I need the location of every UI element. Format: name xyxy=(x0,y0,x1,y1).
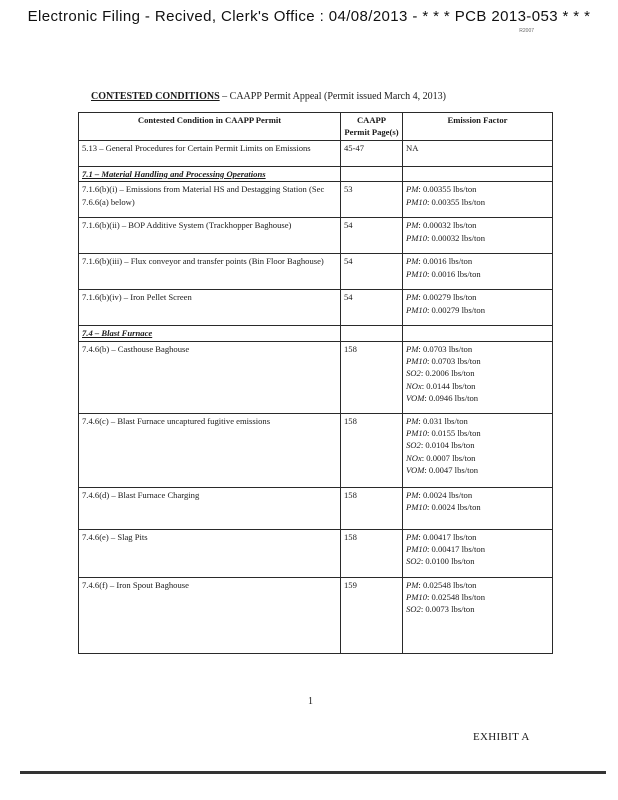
factor-line xyxy=(406,291,549,303)
pages-cell: 45-47 xyxy=(341,140,403,166)
factor-line xyxy=(406,343,549,355)
pollutant: PM10 xyxy=(406,356,428,367)
condition-cell: 7.4.6(d) – Blast Furnace Charging xyxy=(79,487,341,529)
pollutant: SO2 xyxy=(406,556,421,567)
factor-line xyxy=(406,268,549,280)
factor-line xyxy=(406,196,549,208)
factor-line xyxy=(406,501,549,513)
factor-value: : 0.0100 lbs/ton xyxy=(420,556,475,567)
pages-cell: 158 xyxy=(341,529,403,577)
factor-value: : 0.0703 lbs/ton xyxy=(427,356,481,367)
factor-line xyxy=(406,543,549,555)
page-number: 1 xyxy=(308,696,313,707)
factor-line xyxy=(406,142,549,154)
factor-value: : 0.0155 lbs/ton xyxy=(427,428,481,439)
factor-line xyxy=(406,415,549,427)
header-emission-factor: Emission Factor xyxy=(403,113,553,141)
pollutant: SO2 xyxy=(406,604,421,615)
title-rest: – CAAPP Permit Appeal (Permit issued March 4, 2013) xyxy=(219,91,446,102)
empty-cell xyxy=(403,166,553,181)
condition-cell: 7.4.6(f) – Iron Spout Baghouse xyxy=(79,577,341,653)
pollutant: NOx xyxy=(406,452,422,463)
table-row xyxy=(79,218,553,254)
condition-cell: 7.4.6(b) – Casthouse Baghouse xyxy=(79,341,341,413)
condition-cell: 7.1.6(b)(iv) – Iron Pellet Screen xyxy=(79,290,341,326)
factor-value: : 0.0073 lbs/ton xyxy=(420,604,475,615)
pollutant: PM10 xyxy=(406,268,428,279)
pollutant: SO2 xyxy=(406,368,421,379)
emission-factor-cell xyxy=(403,487,553,529)
emission-factor-cell xyxy=(403,529,553,577)
emission-factor-cell xyxy=(403,577,553,653)
factor-line xyxy=(406,183,549,195)
factor-value: : 0.0104 lbs/ton xyxy=(420,440,475,451)
pages-cell: 54 xyxy=(341,290,403,326)
factor-line xyxy=(406,367,549,379)
table-row xyxy=(79,254,553,290)
factor-value: : 0.00279 lbs/ton xyxy=(418,292,477,303)
section-row xyxy=(79,326,553,341)
factor-line xyxy=(406,219,549,231)
condition-cell: 7.1.6(b)(iii) – Flux conveyor and transfer points (Bin Floor Baghouse) xyxy=(79,254,341,290)
pollutant: PM xyxy=(406,489,419,500)
factor-value: : 0.00355 lbs/ton xyxy=(427,196,486,207)
pages-cell: 159 xyxy=(341,577,403,653)
pollutant: PM xyxy=(406,184,419,195)
factor-value: : 0.00279 lbs/ton xyxy=(427,304,486,315)
pollutant: PM10 xyxy=(406,232,428,243)
factor-line xyxy=(406,232,549,244)
factor-value: : 0.0024 lbs/ton xyxy=(418,489,473,500)
pollutant: VOM xyxy=(406,393,425,404)
factor-line xyxy=(406,452,549,464)
exhibit-label: EXHIBIT A xyxy=(473,731,530,743)
table-body xyxy=(79,140,553,653)
pollutant: PM xyxy=(406,415,419,426)
factor-value: : 0.0047 lbs/ton xyxy=(424,465,479,476)
pages-cell: 158 xyxy=(341,413,403,487)
pollutant: PM xyxy=(406,220,419,231)
table-row xyxy=(79,577,553,653)
pages-cell: 54 xyxy=(341,254,403,290)
table-row xyxy=(79,529,553,577)
pollutant: PM10 xyxy=(406,196,428,207)
pages-cell: 54 xyxy=(341,218,403,254)
pollutant: PM xyxy=(406,579,419,590)
factor-line xyxy=(406,555,549,567)
pages-cell: 158 xyxy=(341,487,403,529)
table-row xyxy=(79,290,553,326)
emission-factor-cell xyxy=(403,341,553,413)
factor-value: : 0.00417 lbs/ton xyxy=(427,544,486,555)
table-row xyxy=(79,341,553,413)
pollutant: SO2 xyxy=(406,440,421,451)
filing-header: Electronic Filing - Recived, Clerk's Office : 04/08/2013 - * * * PCB 2013-053 * * * xyxy=(27,8,591,25)
factor-value: : 0.0144 lbs/ton xyxy=(421,380,476,391)
header-condition: Contested Condition in CAAPP Permit xyxy=(79,113,341,141)
pollutant: PM xyxy=(406,343,419,354)
factor-line xyxy=(406,531,549,543)
emission-factor-cell xyxy=(403,413,553,487)
table-row xyxy=(79,140,553,166)
emission-factor-cell xyxy=(403,290,553,326)
emission-factor-cell xyxy=(403,218,553,254)
pollutant: PM10 xyxy=(406,502,428,513)
pollutant: VOM xyxy=(406,465,425,476)
pollutant: NOx xyxy=(406,380,422,391)
pollutant: PM10 xyxy=(406,304,428,315)
factor-line xyxy=(406,464,549,476)
factor-value: : 0.2006 lbs/ton xyxy=(420,368,475,379)
condition-cell: 7.1.6(b)(ii) – BOP Additive System (Trackhopper Baghouse) xyxy=(79,218,341,254)
factor-value: : 0.031 lbs/ton xyxy=(418,415,468,426)
document-title xyxy=(91,91,446,102)
condition-cell: 7.1.6(b)(i) – Emissions from Material HS and Destagging Station (Sec 7.6.6(a) below) xyxy=(79,182,341,218)
emission-factor-cell xyxy=(403,254,553,290)
condition-cell: 5.13 – General Procedures for Certain Permit Limits on Emissions xyxy=(79,140,341,166)
factor-value: : 0.02548 lbs/ton xyxy=(418,579,477,590)
empty-cell xyxy=(341,326,403,341)
factor-value: : 0.00355 lbs/ton xyxy=(418,184,477,195)
header-pages: CAAPP Permit Page(s) xyxy=(341,113,403,141)
factor-value: NA xyxy=(406,142,419,153)
factor-line xyxy=(406,427,549,439)
condition-cell: 7.4.6(e) – Slag Pits xyxy=(79,529,341,577)
factor-value: : 0.0703 lbs/ton xyxy=(418,343,473,354)
factor-line xyxy=(406,255,549,267)
factor-line xyxy=(406,380,549,392)
pollutant: PM10 xyxy=(406,428,428,439)
pollutant: PM10 xyxy=(406,544,428,555)
factor-value: : 0.0007 lbs/ton xyxy=(421,452,476,463)
factor-line xyxy=(406,392,549,404)
factor-line xyxy=(406,439,549,451)
factor-value: : 0.00032 lbs/ton xyxy=(418,220,477,231)
factor-value: : 0.00417 lbs/ton xyxy=(418,531,477,542)
factor-line xyxy=(406,489,549,501)
factor-value: : 0.00032 lbs/ton xyxy=(427,232,486,243)
table-row xyxy=(79,487,553,529)
table-row xyxy=(79,413,553,487)
bottom-rule xyxy=(20,771,606,774)
factor-value: : 0.0016 lbs/ton xyxy=(418,256,473,267)
empty-cell xyxy=(403,326,553,341)
factor-value: : 0.0016 lbs/ton xyxy=(427,268,481,279)
factor-line xyxy=(406,591,549,603)
pollutant: PM xyxy=(406,256,419,267)
section-label: 7.4 – Blast Furnace xyxy=(79,326,341,341)
contested-conditions-table xyxy=(78,112,553,654)
pollutant: PM xyxy=(406,531,419,542)
factor-value: : 0.0946 lbs/ton xyxy=(424,393,479,404)
table-header-row xyxy=(79,113,553,141)
factor-line xyxy=(406,355,549,367)
section-label: 7.1 – Material Handling and Processing Operations xyxy=(79,166,341,181)
factor-line xyxy=(406,603,549,615)
factor-value: : 0.0024 lbs/ton xyxy=(427,502,481,513)
factor-value: : 0.02548 lbs/ton xyxy=(427,592,486,603)
pages-cell: 158 xyxy=(341,341,403,413)
emission-factor-cell xyxy=(403,182,553,218)
pages-cell: 53 xyxy=(341,182,403,218)
table-row xyxy=(79,182,553,218)
section-row xyxy=(79,166,553,181)
title-bold: CONTESTED CONDITIONS xyxy=(91,91,220,102)
factor-line xyxy=(406,304,549,316)
pollutant: PM xyxy=(406,292,419,303)
page-stamp: R2007 xyxy=(519,28,534,34)
condition-cell: 7.4.6(c) – Blast Furnace uncaptured fugitive emissions xyxy=(79,413,341,487)
empty-cell xyxy=(341,166,403,181)
pollutant: PM10 xyxy=(406,592,428,603)
factor-line xyxy=(406,579,549,591)
emission-factor-cell xyxy=(403,140,553,166)
